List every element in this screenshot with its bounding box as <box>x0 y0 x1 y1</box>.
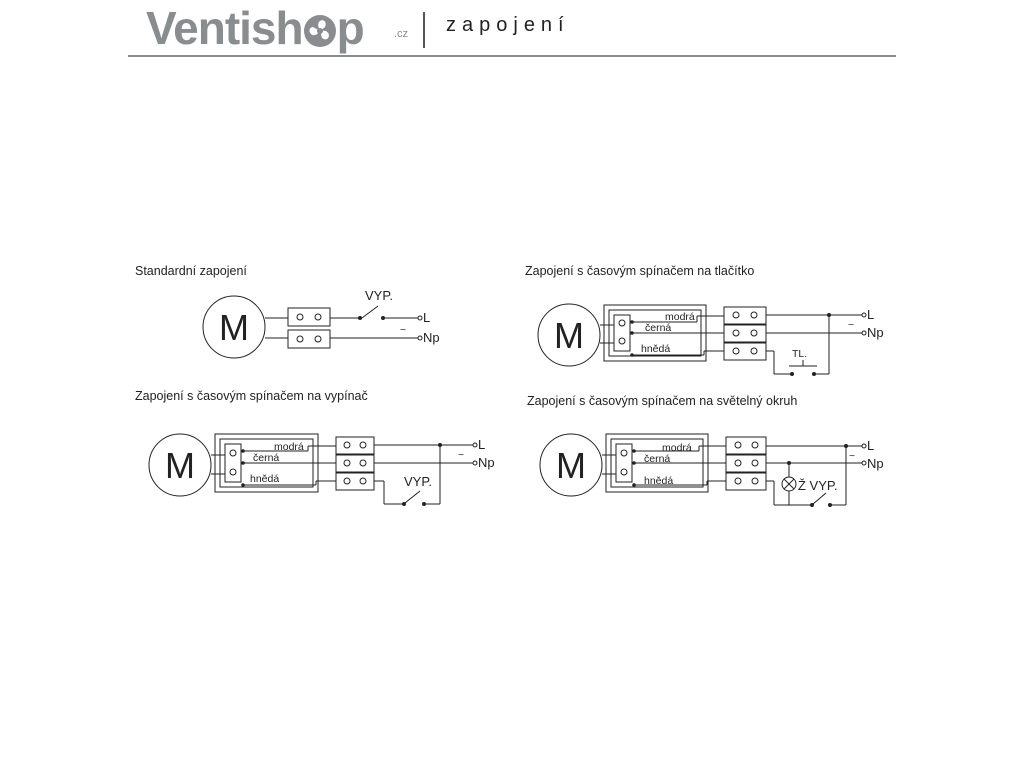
motor-label: M <box>165 445 195 486</box>
terminal-block <box>726 437 766 490</box>
switch-contact <box>362 306 378 318</box>
brand-text-right: p <box>336 2 364 54</box>
diagram-title: Zapojení s časovým spínačem na tlačítko <box>525 264 755 278</box>
lamp-icon <box>782 477 796 491</box>
neutral-label: Np <box>478 455 495 470</box>
ac-symbol: ~ <box>849 450 856 462</box>
diagram-timer-light-circuit <box>527 394 884 507</box>
wire-label-brown: hnědá <box>641 343 671 355</box>
wire-label-blue: modrá <box>665 311 695 323</box>
diagram-standard <box>135 264 440 358</box>
wire-label-blue: modrá <box>274 441 304 453</box>
motor-label: M <box>556 445 586 486</box>
switch-label: VYP. <box>404 474 432 489</box>
neutral-label: Np <box>867 325 884 340</box>
diagram-timer-switch <box>135 389 495 506</box>
terminal-block <box>724 307 766 360</box>
brand-suffix: .cz <box>394 28 409 40</box>
diagram-title: Zapojení s časovým spínačem na vypínač <box>135 389 368 403</box>
diagram-timer-button <box>525 264 884 376</box>
ac-symbol: ~ <box>848 319 855 331</box>
motor-label: M <box>219 307 249 348</box>
wire-label-black: černá <box>645 322 672 334</box>
wire-label-black: černá <box>253 452 280 464</box>
terminal-block <box>336 437 374 490</box>
motor-label: M <box>554 315 584 356</box>
terminal-block <box>288 308 330 348</box>
wire-label-black: černá <box>644 453 671 465</box>
switch-label: VYP. <box>365 288 393 303</box>
section-title: zapojení <box>446 14 570 36</box>
line-label: L <box>478 437 486 452</box>
ac-symbol: ~ <box>400 324 407 336</box>
line-label: L <box>867 438 875 453</box>
neutral-label: Np <box>423 330 440 345</box>
wire-label-blue: modrá <box>662 442 692 454</box>
wire-label-brown: hnědá <box>250 473 280 485</box>
line-label: L <box>423 310 431 325</box>
neutral-label: Np <box>867 456 884 471</box>
diagram-title: Zapojení s časovým spínačem na světelný okruh <box>527 394 798 408</box>
line-label: L <box>867 307 875 322</box>
wire-label-brown: hnědá <box>644 475 674 487</box>
brand-text-left: Ventish <box>146 2 303 54</box>
switch-label: Ž VYP. <box>798 478 838 493</box>
ac-symbol: ~ <box>458 449 465 461</box>
button-label: TL. <box>792 348 808 360</box>
diagram-title: Standardní zapojení <box>135 264 247 278</box>
